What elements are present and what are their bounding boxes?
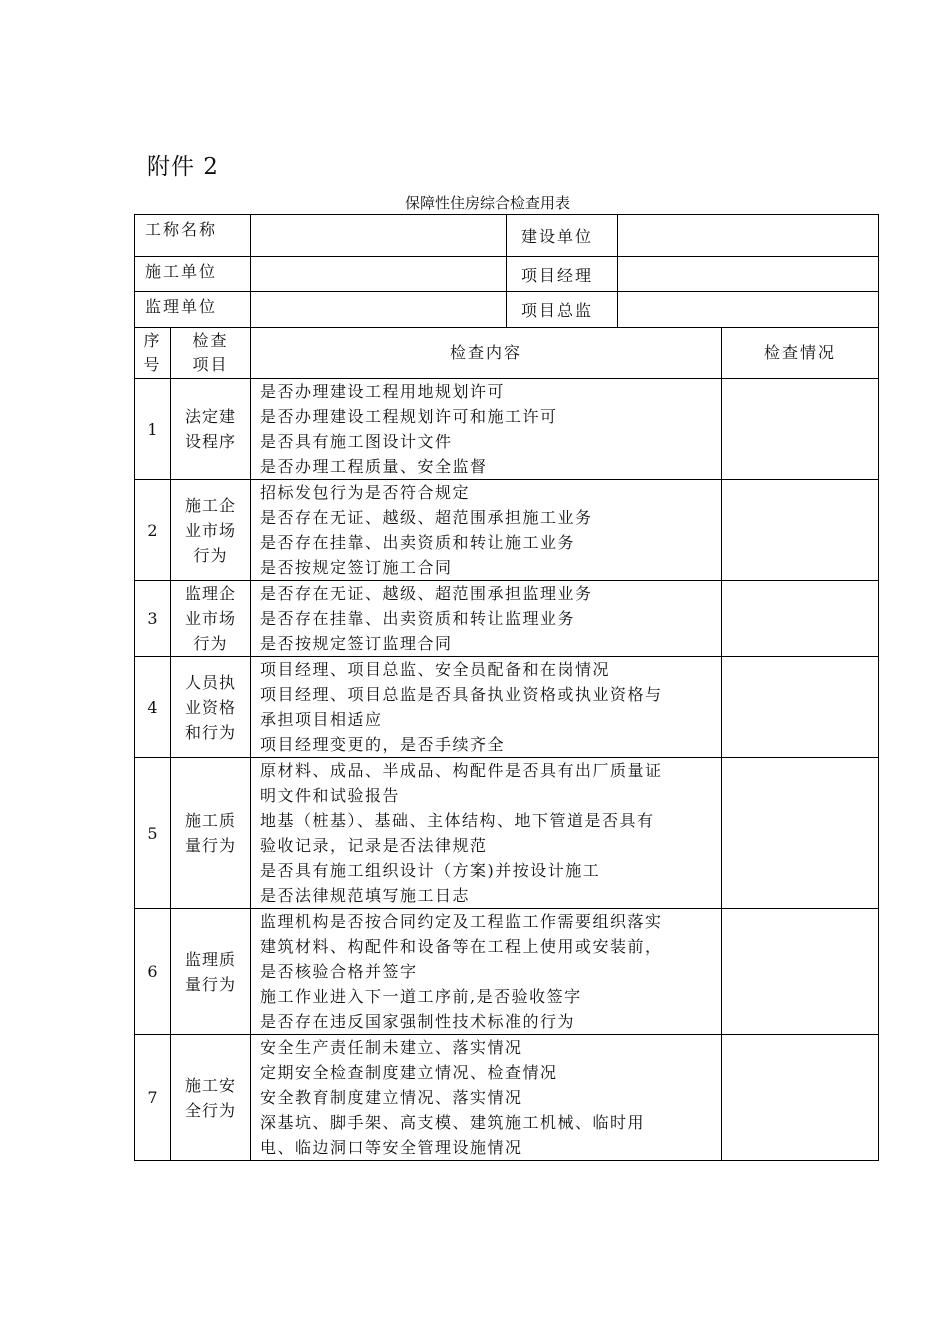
check-item: 施工企 业市场 行为 — [171, 480, 251, 581]
status-header: 检查情况 — [722, 328, 879, 379]
contractor-label: 施工单位 — [135, 257, 251, 292]
item-header: 检查 项目 — [171, 328, 251, 379]
check-status-cell[interactable] — [722, 909, 879, 1035]
builder-label: 建设单位 — [507, 215, 618, 257]
content-header: 检查内容 — [251, 328, 722, 379]
table-row — [135, 581, 879, 657]
attachment-label: 附件 2 — [147, 154, 219, 180]
check-item: 人员执 业资格 和行为 — [171, 657, 251, 758]
check-item: 监理企 业市场 行为 — [171, 581, 251, 657]
supervisor-field[interactable] — [251, 292, 507, 328]
seq-header: 序 号 — [135, 328, 171, 379]
info-row-contractor — [135, 257, 879, 292]
row-number: 6 — [135, 909, 171, 1035]
table-row — [135, 758, 879, 909]
row-number: 1 — [135, 379, 171, 480]
pm-label: 项目经理 — [507, 257, 618, 292]
check-item: 法定建 设程序 — [171, 379, 251, 480]
project-name-label: 工称名称 — [135, 215, 251, 257]
check-item: 施工安 全行为 — [171, 1035, 251, 1161]
row-number: 3 — [135, 581, 171, 657]
info-row-supervisor — [135, 292, 879, 328]
builder-field[interactable] — [618, 215, 879, 257]
check-status-cell[interactable] — [722, 758, 879, 909]
table-row — [135, 909, 879, 1035]
form-title: 保障性住房综合检查用表 — [404, 194, 570, 212]
check-content: 原材料、成品、半成品、构配件是否具有出厂质量证 明文件和试验报告 地基（桩基）、基础、主体结构、地下管道是否具有 验收记录，记录是否法律规范 是否具有施工组织设计（方案)并按设计施工 是否法律规范填写施工日志 — [251, 758, 722, 909]
check-content: 安全生产责任制未建立、落实情况 定期安全检查制度建立情况、检查情况 安全教育制度建立情况、落实情况 深基坑、脚手架、高支模、建筑施工机械、临时用 电、临边洞口等安全管理设施情况 — [251, 1035, 722, 1161]
check-item: 监理质 量行为 — [171, 909, 251, 1035]
project-name-field[interactable] — [251, 215, 507, 257]
table-header-row — [135, 328, 879, 379]
info-row-project — [135, 215, 879, 257]
table-row — [135, 657, 879, 758]
table-row — [135, 379, 879, 480]
check-status-cell[interactable] — [722, 480, 879, 581]
check-content: 是否存在无证、越级、超范围承担监理业务 是否存在挂靠、出卖资质和转让监理业务 是否按规定签订监理合同 — [251, 581, 722, 657]
check-content: 项目经理、项目总监、安全员配备和在岗情况 项目经理、项目总监是否具备执业资格或执业资格与 承担项目相适应 项目经理变更的，是否手续齐全 — [251, 657, 722, 758]
check-item: 施工质 量行为 — [171, 758, 251, 909]
chief-supervisor-label: 项目总监 — [507, 292, 618, 328]
row-number: 5 — [135, 758, 171, 909]
row-number: 2 — [135, 480, 171, 581]
row-number: 4 — [135, 657, 171, 758]
check-status-cell[interactable] — [722, 1035, 879, 1161]
check-status-cell[interactable] — [722, 379, 879, 480]
check-content: 监理机构是否按合同约定及工程监工作需要组织落实 建筑材料、构配件和设备等在工程上使用或安装前， 是否核验合格并签字 施工作业进入下一道工序前,是否验收签字 是否存在违反国家强制性技术标准的行为 — [251, 909, 722, 1035]
table-row — [135, 480, 879, 581]
check-status-cell[interactable] — [722, 581, 879, 657]
check-content: 是否办理建设工程用地规划许可 是否办理建设工程规划许可和施工许可 是否具有施工图设计文件 是否办理工程质量、安全监督 — [251, 379, 722, 480]
chief-supervisor-field[interactable] — [618, 292, 879, 328]
check-content: 招标发包行为是否符合规定 是否存在无证、越级、超范围承担施工业务 是否存在挂靠、出卖资质和转让施工业务 是否按规定签订施工合同 — [251, 480, 722, 581]
contractor-field[interactable] — [251, 257, 507, 292]
check-status-cell[interactable] — [722, 657, 879, 758]
row-number: 7 — [135, 1035, 171, 1161]
inspection-table — [134, 214, 879, 1161]
table-row — [135, 1035, 879, 1161]
pm-field[interactable] — [618, 257, 879, 292]
supervisor-label: 监理单位 — [135, 292, 251, 328]
